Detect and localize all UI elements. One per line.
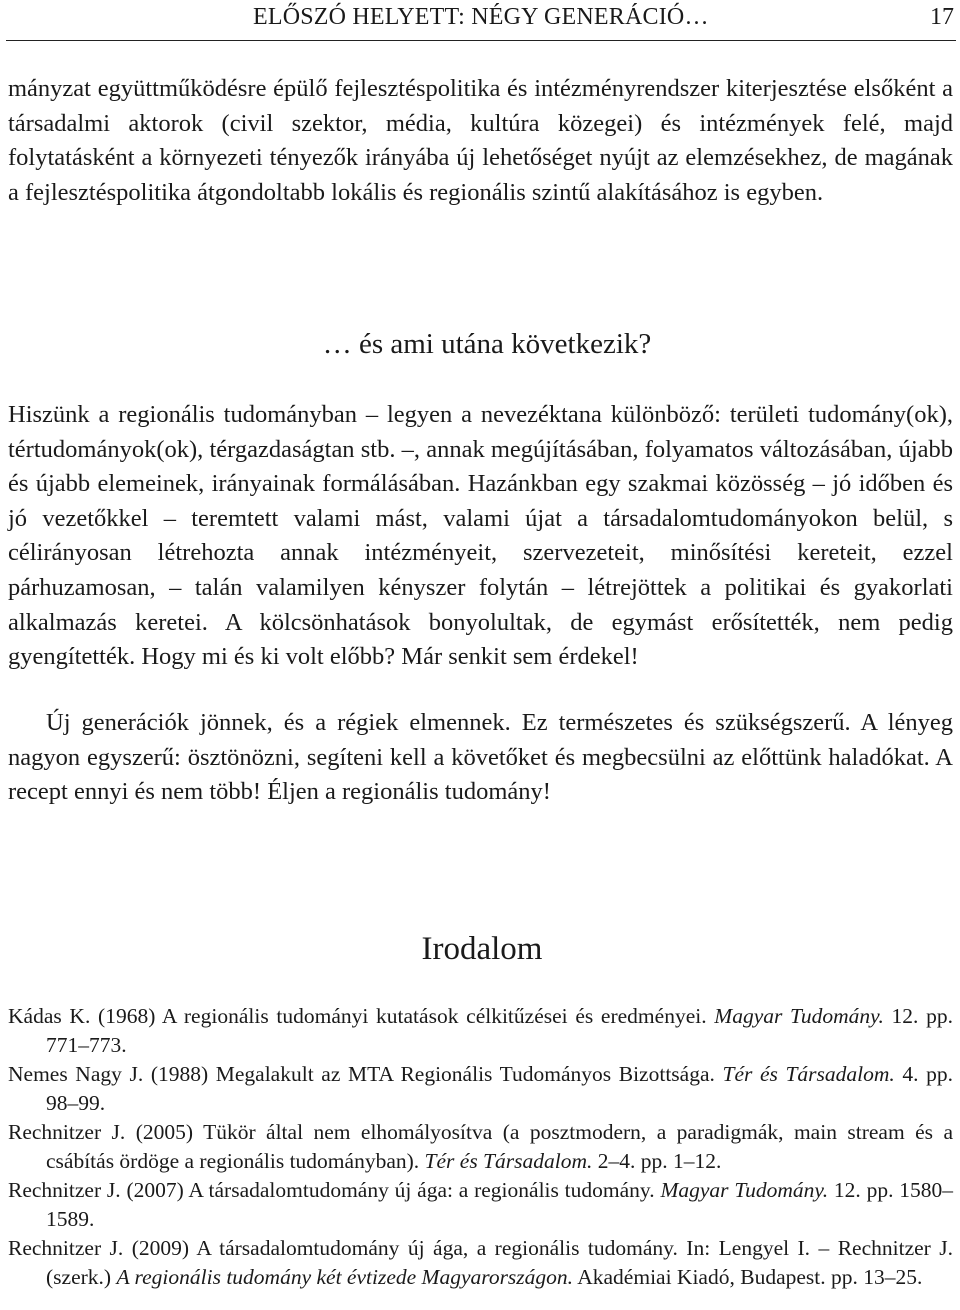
entry-pages: Akadémiai Kiadó, Budapest. pp. 13–25. bbox=[573, 1265, 923, 1289]
bibliography-heading: Irodalom bbox=[421, 931, 543, 967]
entry-text: Kádas K. (1968) A regionális tudományi kutatások célkitűzései és eredményei. bbox=[8, 1004, 715, 1028]
bibliography-list bbox=[8, 1002, 953, 1292]
entry-text: Rechnitzer J. (2005) Tükör által nem elhomályosítva (a posztmodern, a paradigmák, main stream és a csábítás ördöge a regionális tudományban). bbox=[8, 1120, 953, 1173]
bibliography-entry bbox=[8, 1118, 953, 1176]
bibliography-entry bbox=[8, 1234, 953, 1292]
entry-source: Magyar Tudomány. bbox=[660, 1178, 829, 1202]
body-paragraph-3: Új generációk jönnek, és a régiek elmennek. Ez természetes és szükségszerű. A lényeg nagyon egyszerű: ösztönözni, segíteni kell a követőket és megbecsülni az előttünk haladókat. A recept ennyi és nem több! Éljen a regionális tudomány! bbox=[8, 709, 953, 806]
entry-text: Rechnitzer J. (2007) A társadalomtudomány új ága: a regionális tudomány. bbox=[8, 1178, 661, 1202]
entry-pages: 2–4. pp. 1–12. bbox=[592, 1149, 722, 1173]
bibliography-entry bbox=[8, 1176, 953, 1234]
entry-pages: 12. pp. 1580–1589. bbox=[46, 1178, 953, 1231]
page-number: 17 bbox=[930, 4, 954, 30]
entry-text: Rechnitzer J. (2009) A társadalomtudomány új ága, a regionális tudomány. In: Lengyel I. – Rechnitzer J. (szerk.) bbox=[8, 1236, 953, 1289]
entry-pages: 12. pp. 771–773. bbox=[46, 1004, 953, 1057]
entry-source: Tér és Társadalom. bbox=[722, 1062, 895, 1086]
entry-source: Tér és Társadalom. bbox=[424, 1149, 593, 1173]
body-paragraph-2: Hiszünk a regionális tudományban – legyen a nevezéktana különböző: területi tudomány(ok), tértudományok(ok), térgazdaságtan stb. –, annak megújításában, folyamatos változásában, újabb és újabb elemeinek, irányainak formálásában. Hazánkban egy szakmai közösség – jó időben és jó vezetőkkel – teremtett valami mást, valami újat a társadalomtudományokon belül, s célirányosan létrehozta annak intézményeit, szervezeteit, minősítési kereteit, ezzel párhuzamosan, – talán valamilyen kényszer folytán – létrejöttek a politikai és gyakorlati alkalmazás keretei. A kölcsönhatások bonyolultak, de egymást erősítették, nem pedig gyengítették. Hogy mi és ki volt előbb? Már senkit sem érdekel! bbox=[8, 401, 953, 671]
running-header-title: ELŐSZÓ HELYETT: NÉGY GENERÁCIÓ… bbox=[253, 4, 709, 30]
entry-text: Nemes Nagy J. (1988) Megalakult az MTA Regionális Tudományos Bizottsága. bbox=[8, 1062, 723, 1086]
running-header bbox=[6, 0, 956, 41]
body-paragraph-1: mányzat együttműködésre épülő fejlesztéspolitika és intézményrendszer kiterjesztése elsőként a társadalmi aktorok (civil szektor, média, kultúra közegei) és intézmények felé, majd folytatásként a környezeti tényezők irányába új lehetőséget nyújt az elemzésekhez, de magának a fejlesztéspolitika átgondoltabb lokális és regionális szintű alakításához is egyben. bbox=[8, 75, 953, 206]
entry-source: A regionális tudomány két évtizede Magyarországon. bbox=[116, 1265, 574, 1289]
section-heading: … és ami utána következik? bbox=[322, 328, 652, 360]
entry-source: Magyar Tudomány. bbox=[714, 1004, 884, 1028]
bibliography-entry bbox=[8, 1002, 953, 1060]
entry-pages: 4. pp. 98–99. bbox=[46, 1062, 954, 1115]
bibliography-entry bbox=[8, 1060, 953, 1118]
